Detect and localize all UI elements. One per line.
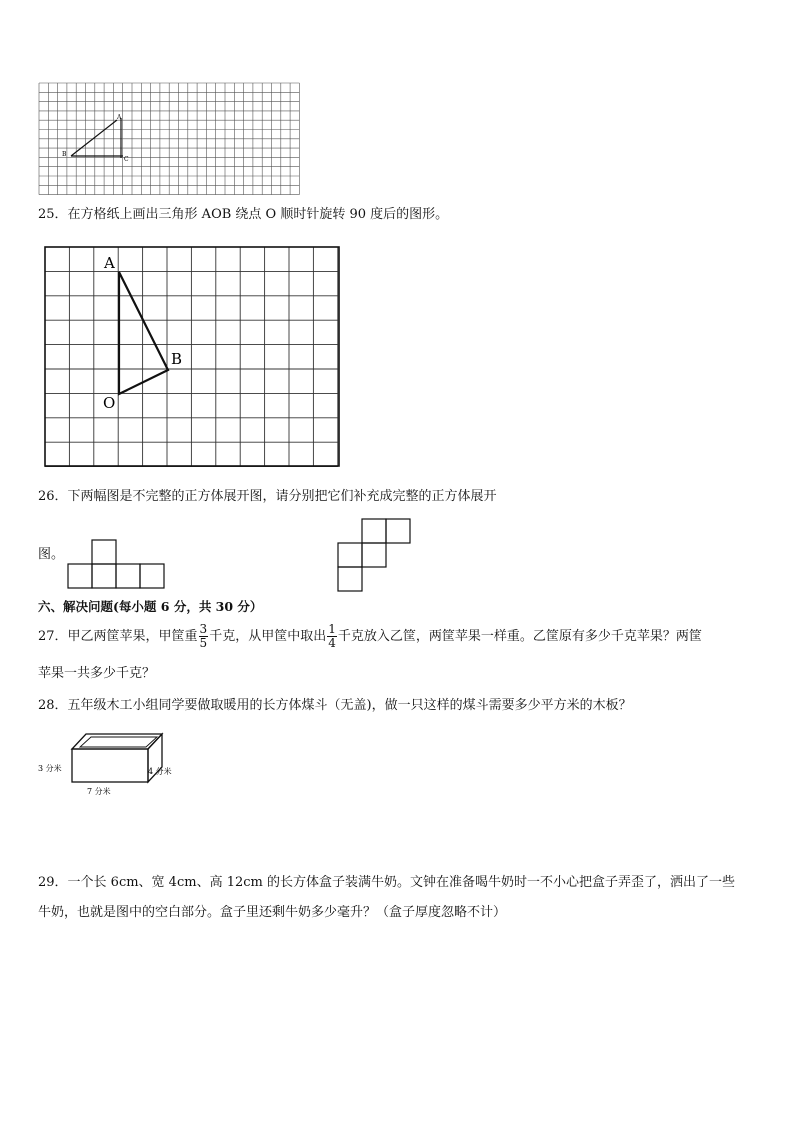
q27-line2: 苹果一共多少千克？: [38, 666, 156, 681]
q27-part3: 千克放入乙筐，两筐苹果一样重。乙筐原有多少千克苹果？两筐: [337, 629, 702, 644]
q28-text: 28．五年级木工小组同学要做取暖用的长方体煤斗（无盖)，做一只这样的煤斗需要多少平方米的木板？: [38, 698, 632, 713]
section-6-title: 六、解决问题(每小题 6 分，共 30 分）: [38, 599, 263, 614]
q27-part1: 27．甲乙两筐苹果，甲筐重: [38, 629, 198, 644]
q25-grid-figure: [42, 246, 342, 468]
fig24-grid-figure: [38, 82, 300, 195]
fraction-three-fifths: [199, 623, 209, 650]
length-label: 7 分米: [87, 787, 111, 796]
q25-label-o: O: [103, 394, 116, 412]
height-label: 3 分米: [38, 764, 62, 773]
width-label: 4 分米: [148, 767, 172, 776]
q29-line2: 牛奶，也就是图中的空白部分。盒子里还剩牛奶多少毫升？（盒子厚度忽略不计）: [38, 905, 507, 920]
cube-net-right: [336, 518, 412, 592]
coal-box-figure: [36, 728, 196, 800]
q29-line1: 29．一个长 6cm、宽 4cm、高 12cm 的长方体盒子装满牛奶。文钟在准备喝牛奶时一不小心把盒子弄歪了，洒出了一些: [38, 875, 735, 890]
cube-net-left: [66, 539, 166, 589]
q27-part2: 千克，从甲筐中取出: [209, 629, 327, 644]
q25-label-b: B: [171, 350, 183, 368]
fraction-denominator: 5: [199, 636, 208, 650]
fraction-numerator: 3: [199, 622, 208, 636]
fig24-label-b: B: [62, 151, 67, 158]
fraction-numerator: 1: [328, 622, 336, 636]
triangle-aob: [119, 272, 168, 394]
q25-text: 25．在方格纸上画出三角形 AOB 绕点 O 顺时针旋转 90 度后的图形。: [38, 207, 449, 222]
q27-line1: [38, 623, 702, 650]
fig24-label-c: C: [124, 156, 129, 163]
q25-label-a: A: [104, 254, 115, 272]
fraction-denominator: 4: [328, 636, 336, 650]
q26-line2: 图。: [38, 547, 65, 562]
fig24-segment-ba: [71, 120, 117, 156]
q26-line1: 26．下两幅图是不完整的正方体展开图，请分别把它们补充成完整的正方体展开: [38, 489, 497, 504]
fraction-one-quarter: [327, 623, 337, 650]
fig24-label-a: A: [117, 114, 122, 121]
